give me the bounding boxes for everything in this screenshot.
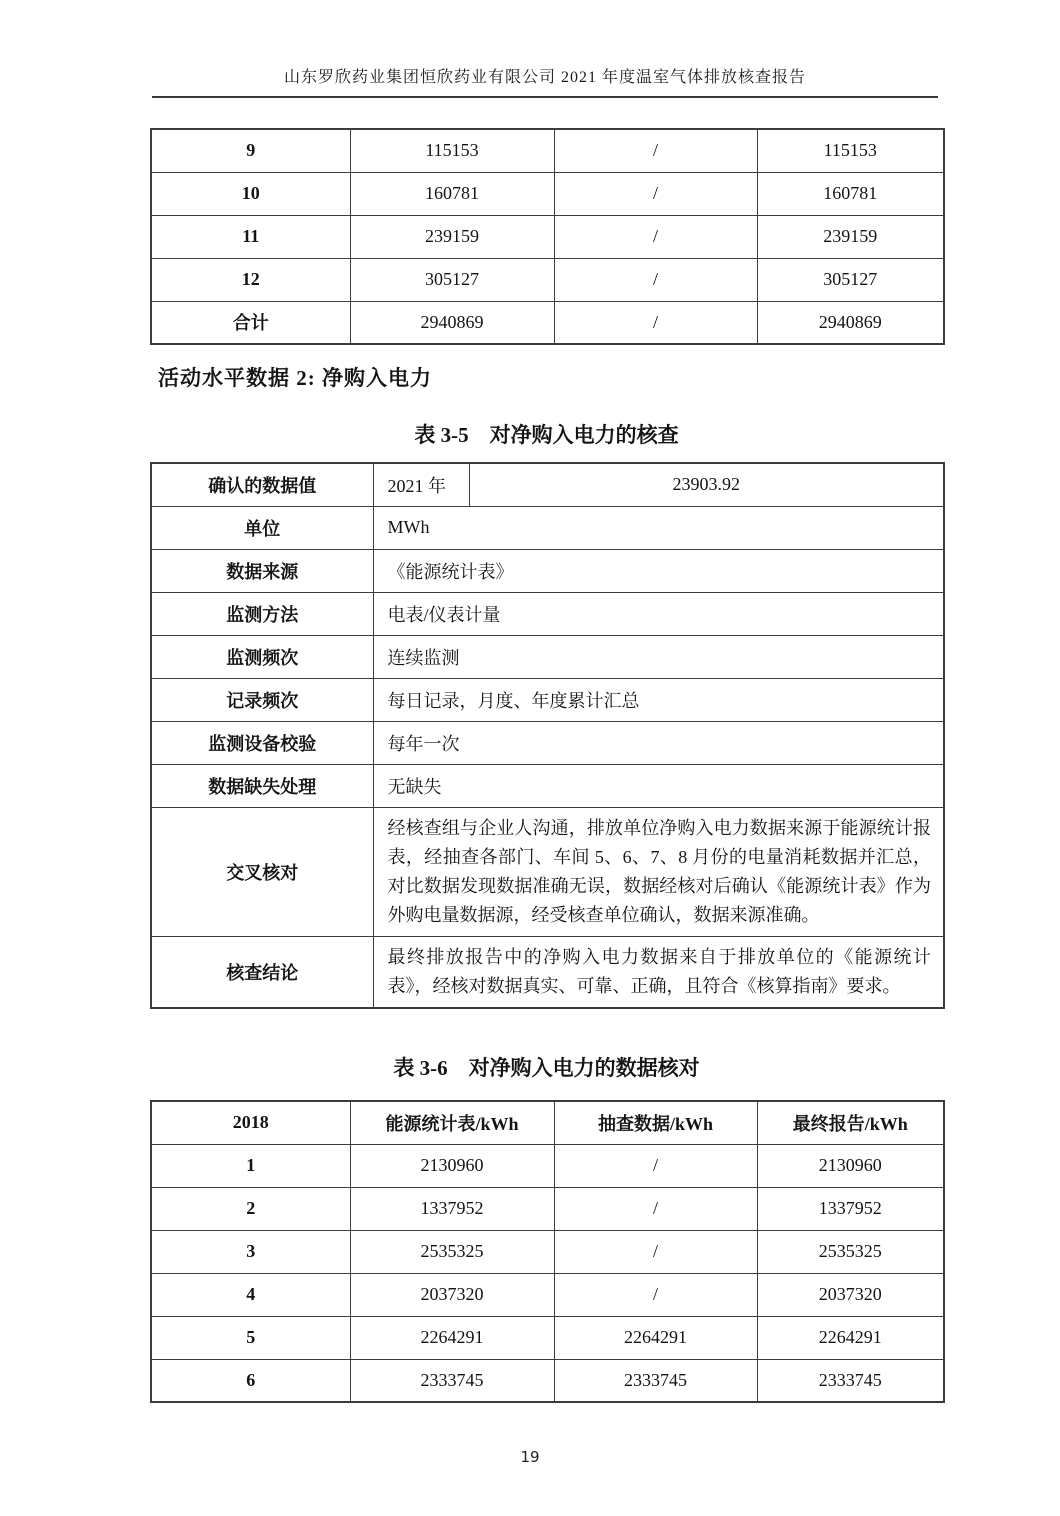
table-row [151, 215, 944, 258]
page-header [152, 64, 938, 98]
table-cell: 无缺失 [373, 764, 944, 807]
table-cell: 5 [151, 1316, 350, 1359]
table-cell: 23903.92 [469, 463, 944, 506]
table-row [151, 172, 944, 215]
table-cell: 2 [151, 1187, 350, 1230]
table-3-6 [150, 1100, 945, 1403]
table-3-5-title: 表 3-5 对净购入电力的核查 [414, 423, 679, 447]
table-cell: 电表/仪表计量 [373, 592, 944, 635]
table-cell: 2130960 [757, 1144, 944, 1187]
column-header: 能源统计表/kWh [350, 1101, 554, 1144]
table-cell: MWh [373, 506, 944, 549]
table-row [151, 1144, 944, 1187]
table-cell: 160781 [350, 172, 554, 215]
table-row [151, 549, 944, 592]
table-cell: 2264291 [350, 1316, 554, 1359]
table-cell: 合计 [151, 301, 350, 344]
table-row [151, 1273, 944, 1316]
table-cell: 2130960 [350, 1144, 554, 1187]
table-row [151, 1230, 944, 1273]
table-cell: 监测方法 [151, 592, 373, 635]
table-cell: 12 [151, 258, 350, 301]
table-cell: 10 [151, 172, 350, 215]
table-cell: 2333745 [554, 1359, 757, 1402]
column-header: 2018 [151, 1101, 350, 1144]
table-cell: 单位 [151, 506, 373, 549]
table-cell: 2535325 [757, 1230, 944, 1273]
table-cell: 《能源统计表》 [373, 549, 944, 592]
table-header-row [151, 1101, 944, 1144]
table-3-6-title: 表 3-6 对净购入电力的数据核对 [393, 1056, 700, 1080]
table-cell: 数据缺失处理 [151, 764, 373, 807]
table-cell: 每年一次 [373, 721, 944, 764]
table-row [151, 129, 944, 172]
table-cell: 交叉核对 [151, 807, 373, 936]
table-cell: / [554, 215, 757, 258]
table-cell: 239159 [350, 215, 554, 258]
table-cell: 2037320 [757, 1273, 944, 1316]
table-cell: 数据来源 [151, 549, 373, 592]
table-row [151, 592, 944, 635]
table-cell: 经核查组与企业人沟通，排放单位净购入电力数据来源于能源统计报表，经抽查各部门、车间 5、6、7、8 月份的电量消耗数据并汇总，对比数据发现数据准确无误，数据经核对后确认《能源统计表》作为外购电量数据源，经受核查单位确认，数据来源准确。 [373, 807, 944, 936]
table-cell: / [554, 172, 757, 215]
table-row [151, 764, 944, 807]
table-cell: 6 [151, 1359, 350, 1402]
table-cell: 核查结论 [151, 936, 373, 1008]
table-cell: 监测设备校验 [151, 721, 373, 764]
table-cell: 监测频次 [151, 635, 373, 678]
table-row [151, 1359, 944, 1402]
table-cell: / [554, 301, 757, 344]
column-header: 最终报告/kWh [757, 1101, 944, 1144]
table-cell: 305127 [757, 258, 944, 301]
table-cell: 1337952 [757, 1187, 944, 1230]
table-3-5 [150, 462, 945, 1009]
table-cell: 11 [151, 215, 350, 258]
table-cell: 1337952 [350, 1187, 554, 1230]
table-cell: 4 [151, 1273, 350, 1316]
table-row [151, 463, 944, 506]
column-header: 抽查数据/kWh [554, 1101, 757, 1144]
section-heading: 活动水平数据 2: 净购入电力 [158, 366, 432, 390]
table-cell: 2535325 [350, 1230, 554, 1273]
table-cell: 2264291 [554, 1316, 757, 1359]
page-number: 19 [520, 1448, 540, 1466]
table-row [151, 678, 944, 721]
table-cell: 3 [151, 1230, 350, 1273]
table-cell: / [554, 1273, 757, 1316]
table-row [151, 506, 944, 549]
table-cell: 305127 [350, 258, 554, 301]
table-cell: 最终排放报告中的净购入电力数据来自于排放单位的《能源统计表》，经核对数据真实、可靠、正确，且符合《核算指南》要求。 [373, 936, 944, 1008]
table-cell: 160781 [757, 172, 944, 215]
table-cell: / [554, 1230, 757, 1273]
table-cell: 确认的数据值 [151, 463, 373, 506]
table-cell: 记录频次 [151, 678, 373, 721]
table-cell: 2940869 [350, 301, 554, 344]
table-row-conclusion [151, 936, 944, 1008]
table-cell: 1 [151, 1144, 350, 1187]
table-row-cross-check [151, 807, 944, 936]
table-cell: 连续监测 [373, 635, 944, 678]
table-row [151, 258, 944, 301]
table-cell: / [554, 258, 757, 301]
table-cell: 2333745 [350, 1359, 554, 1402]
table-row [151, 1316, 944, 1359]
table-cell: 2940869 [757, 301, 944, 344]
table-cell: 115153 [757, 129, 944, 172]
table-cell: 115153 [350, 129, 554, 172]
table-cell: / [554, 1144, 757, 1187]
table-row [151, 721, 944, 764]
table-cell: 2333745 [757, 1359, 944, 1402]
table-cell: / [554, 129, 757, 172]
table-cell: 2264291 [757, 1316, 944, 1359]
table-cell: 2037320 [350, 1273, 554, 1316]
table-cell: 2021 年 [373, 463, 469, 506]
table-cell: 9 [151, 129, 350, 172]
table-row-total [151, 301, 944, 344]
monthly-electricity-continuation-table [150, 128, 945, 345]
table-cell: / [554, 1187, 757, 1230]
table-row [151, 635, 944, 678]
table-cell: 239159 [757, 215, 944, 258]
table-cell: 每日记录，月度、年度累计汇总 [373, 678, 944, 721]
report-title: 山东罗欣药业集团恒欣药业有限公司 2021 年度温室气体排放核查报告 [283, 69, 806, 86]
table-row [151, 1187, 944, 1230]
